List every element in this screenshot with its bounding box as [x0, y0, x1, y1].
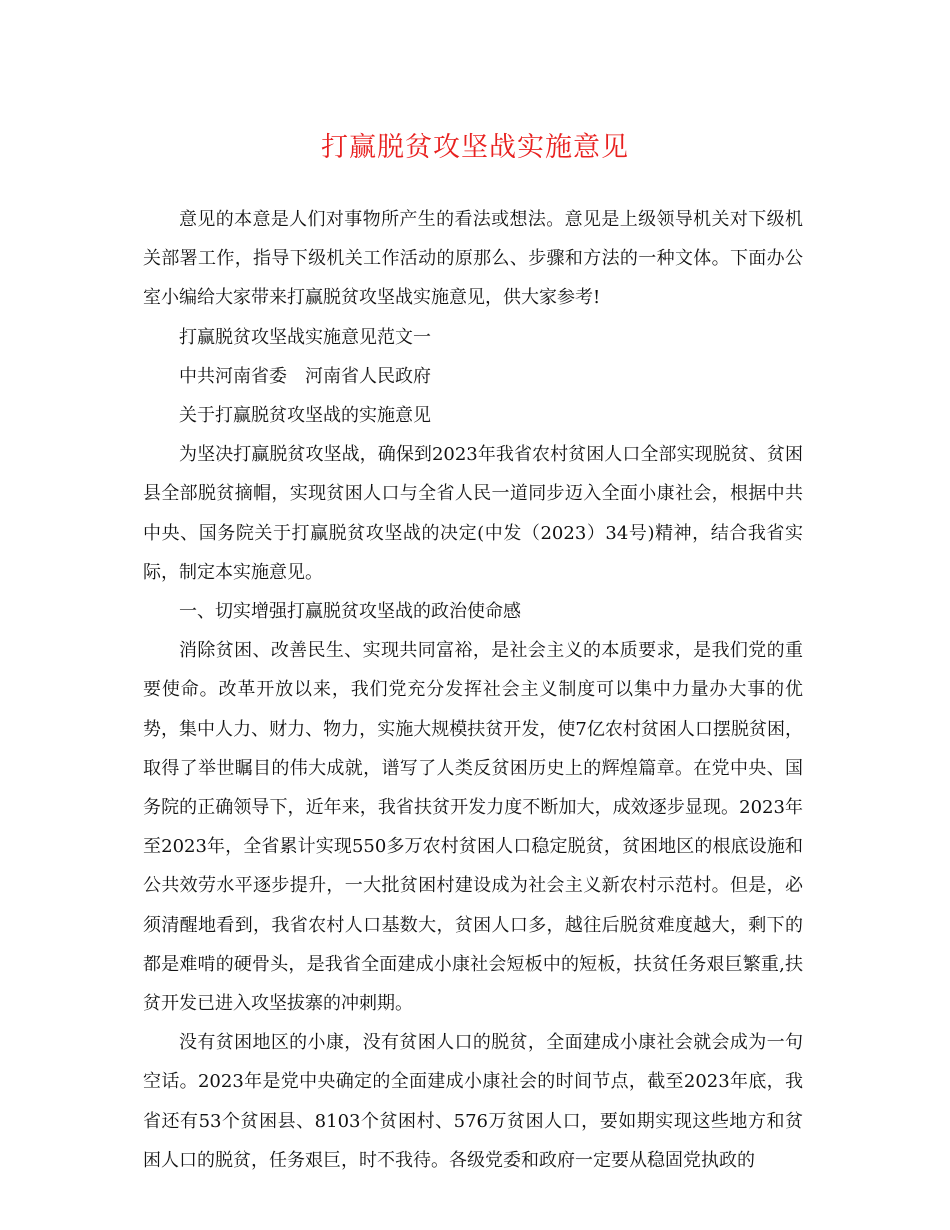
paragraph-urgency: 没有贫困地区的小康，没有贫困人口的脱贫，全面建成小康社会就会成为一句空话。2023年是党中央确定的全面建成小康社会的时间节点，截至2023年底，我省还有53个贫困县、8103个贫困村、576万贫困人口，要如期实现这些地方和贫困人口的脱贫，任务艰巨，时不我待。各级党委和政府一定要从稳固党执政的: [143, 1032, 803, 1171]
paragraph-issuers: 中共河南省委 河南省人民政府: [179, 365, 431, 387]
document-body: [143, 200, 803, 1180]
paragraph-purpose: 为坚决打赢脱贫攻坚战，确保到2023年我省农村贫困人口全部实现脱贫、贫困县全部脱贫摘帽，实现贫困人口与全省人民一道同步迈入全面小康社会，根据中共中央、国务院关于打赢脱贫攻坚战的决定(中发（2023）34号)精神，结合我省实际，制定本实施意见。: [143, 444, 803, 583]
paragraph-doc-name: 关于打赢脱贫攻坚战的实施意见: [179, 405, 431, 427]
paragraph-sample-heading: 打赢脱贫攻坚战实施意见范文一: [179, 326, 431, 348]
paragraph-background: 消除贫困、改善民生、实现共同富裕，是社会主义的本质要求，是我们党的重要使命。改革开放以来，我们党充分发挥社会主义制度可以集中力量办大事的优势，集中人力、财力、物力，实施大规模扶贫开发，使7亿农村贫困人口摆脱贫困，取得了举世瞩目的伟大成就，谱写了人类反贫困历史上的辉煌篇章。在党中央、国务院的正确领导下，近年来，我省扶贫开发力度不断加大，成效逐步显现。2023年至2023年，全省累计实现550多万农村贫困人口稳定脱贫，贫困地区的根底设施和公共效劳水平逐步提升，一大批贫困村建设成为社会主义新农村示范村。但是，必须清醒地看到，我省农村人口基数大，贫困人口多，越往后脱贫难度越大，剩下的都是难啃的硬骨头，是我省全面建成小康社会短板中的短板，扶贫任务艰巨繁重,扶贫开发已进入攻坚拔寨的冲刺期。: [143, 640, 803, 1015]
document-title: 打赢脱贫攻坚战实施意见: [321, 132, 629, 163]
section-heading-1: 一、切实增强打赢脱贫攻坚战的政治使命感: [179, 601, 521, 623]
paragraph-intro: 意见的本意是人们对事物所产生的看法或想法。意见是上级领导机关对下级机关部署工作，指导下级机关工作活动的原那么、步骤和方法的一种文体。下面办公室小编给大家带来打赢脱贫攻坚战实施意见，供大家参考!: [143, 209, 803, 309]
